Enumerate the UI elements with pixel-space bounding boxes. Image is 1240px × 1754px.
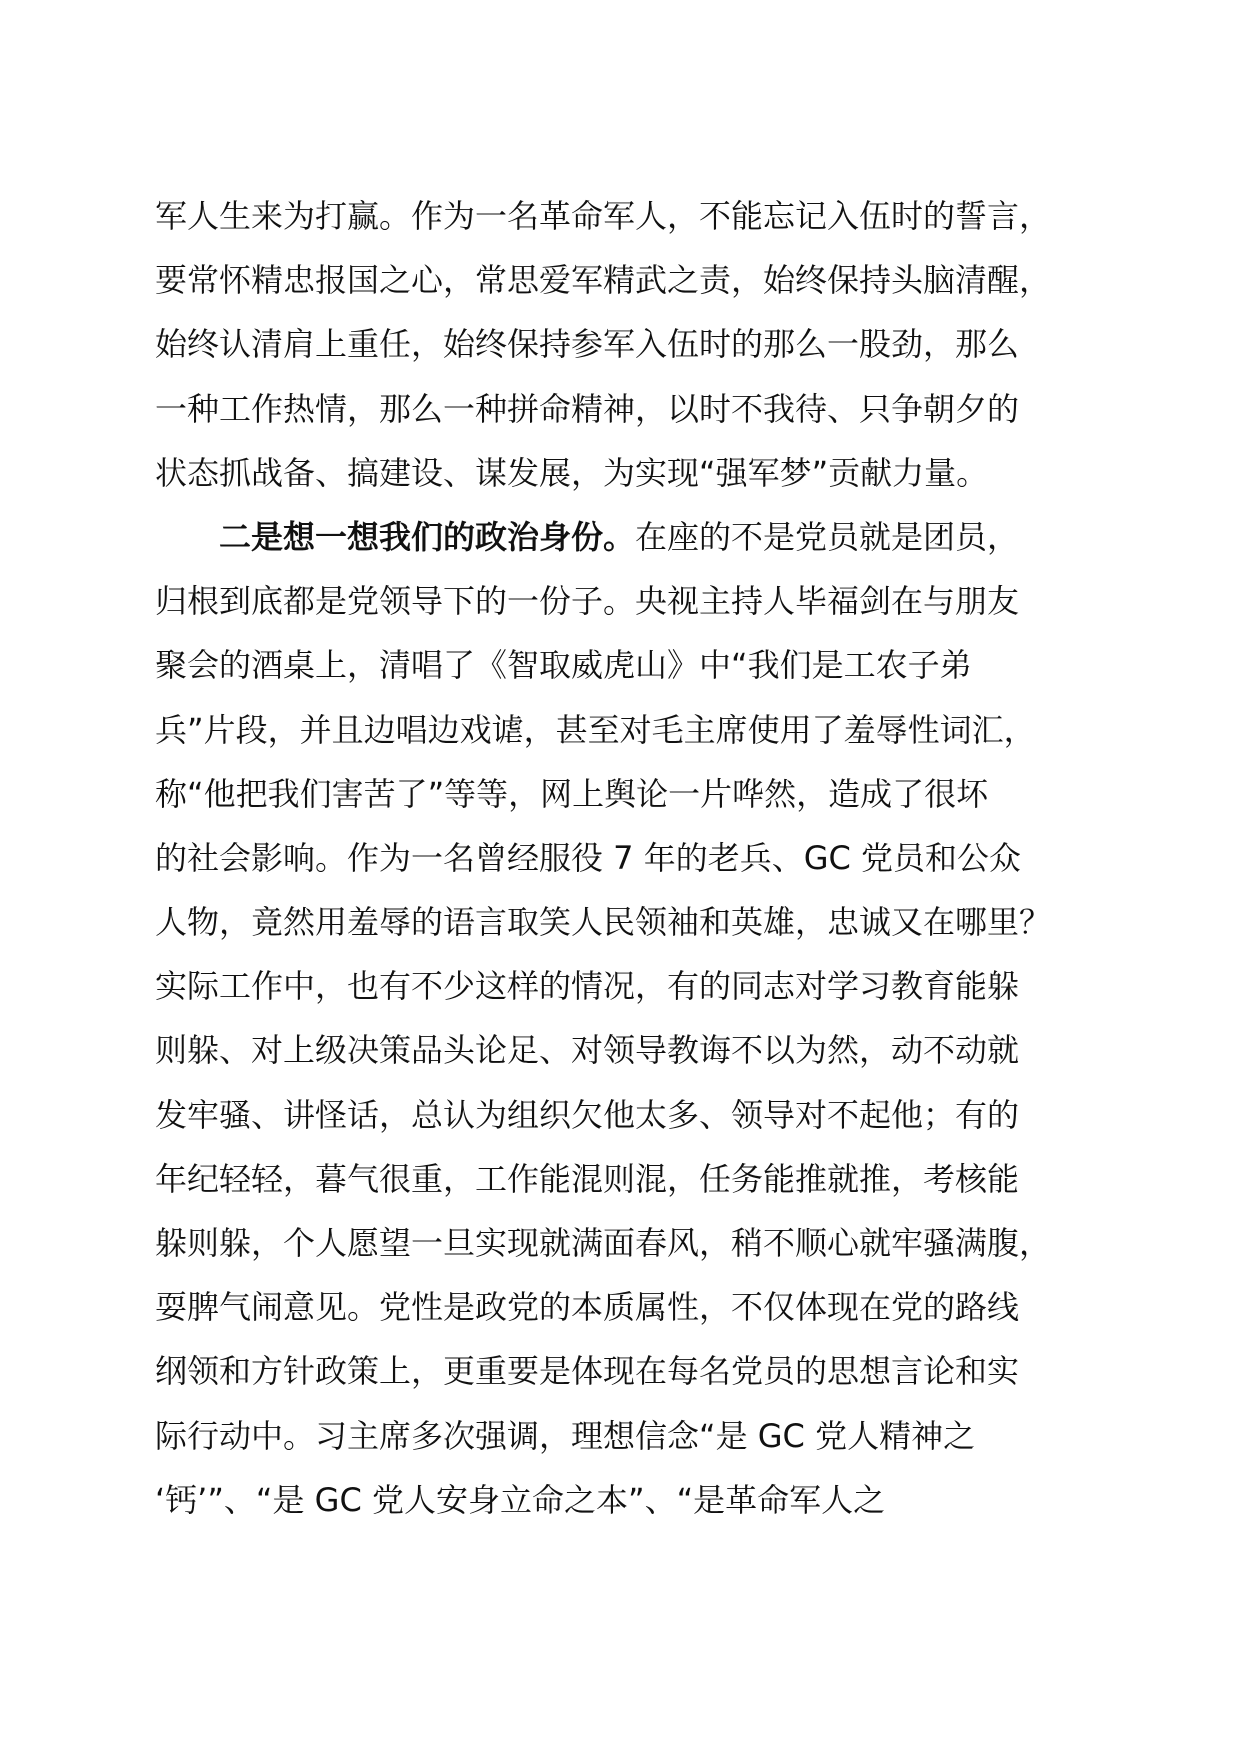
text-line: 兵”片段，并且边唱边戏谑，甚至对毛主席使用了羞辱性词汇， (155, 710, 1036, 749)
text-line: 要常怀精忠报国之心，常思爱军精武之责，始终保持头脑清醒， (155, 261, 1052, 300)
paragraph-first-line-text: 在座的不是党员就是团员， (635, 517, 1020, 556)
text-line: 称“他把我们害苦了”等等，网上舆论一片哗然，造成了很坏 (155, 774, 989, 813)
body-text (155, 184, 1095, 1532)
paragraph-heading: 二是想一想我们的政治身份。 (219, 517, 636, 556)
text-line: 年纪轻轻，暮气很重，工作能混则混，任务能推就推，考核能 (155, 1159, 1020, 1198)
text-line: 纲领和方针政策上，更重要是体现在每名党员的思想言论和实 (155, 1352, 1020, 1391)
text-line: 一种工作热情，那么一种拼命精神，以时不我待、只争朝夕的 (155, 389, 1020, 428)
text-line: 归根到底都是党领导下的一份子。央视主持人毕福剑在与朋友 (155, 582, 1020, 621)
text-line: 际行动中。习主席多次强调，理想信念“是 GC 党人精神之 (155, 1416, 976, 1455)
text-line: 状态抓战备、搞建设、谋发展，为实现“强军梦”贡献力量。 (155, 453, 989, 492)
text-line: 实际工作中，也有不少这样的情况，有的同志对学习教育能躲 (155, 967, 1020, 1006)
text-line: 耍脾气闹意见。党性是政党的本质属性，不仅体现在党的路线 (155, 1288, 1020, 1327)
text-line: 躲则躲，个人愿望一旦实现就满面春风，稍不顺心就牢骚满腹， (155, 1224, 1052, 1262)
text-line: 军人生来为打赢。作为一名革命军人，不能忘记入伍时的誓言， (155, 197, 1052, 235)
text-line: 则躲、对上级决策品头论足、对领导教诲不以为然，动不动就 (155, 1031, 1020, 1070)
text-line: ‘钙’”、“是 GC 党人安身立命之本”、“是革命军人之 (155, 1480, 886, 1519)
text-line: 发牢骚、讲怪话，总认为组织欠他太多、领导对不起他；有的 (155, 1095, 1020, 1134)
text-line: 始终认清肩上重任，始终保持参军入伍时的那么一股劲，那么 (155, 325, 1020, 364)
text-line: 聚会的酒桌上，清唱了《智取威虎山》中“我们是工农子弟 (155, 646, 972, 685)
paragraph-first-line (155, 505, 1095, 569)
text-line: 人物，竟然用羞辱的语言取笑人民领袖和英雄，忠诚又在哪里？ (155, 903, 1052, 942)
text-line: 的社会影响。作为一名曾经服役 7 年的老兵、GC 党员和公众 (155, 838, 1022, 877)
